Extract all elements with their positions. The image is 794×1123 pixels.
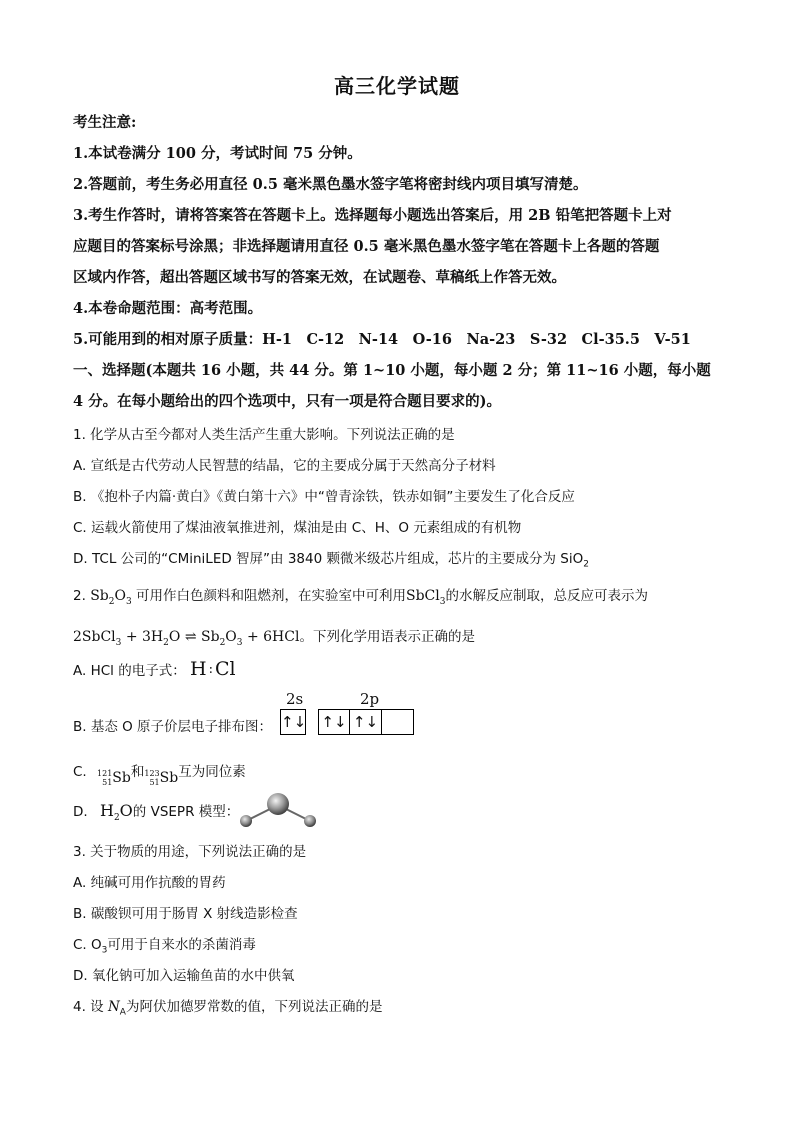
section-heading: 一、选择题(本题共 16 小题，共 44 分。第 1~10 小题，每小题 2 分；第 11~16 小题，每小题 bbox=[73, 362, 711, 379]
q4-stem-text: 为阿伏加德罗常数的值，下列说法正确的是 bbox=[125, 999, 383, 1015]
orbital-label-2p: 2p bbox=[360, 690, 380, 708]
h2o-formula: $H_2O$ bbox=[99, 801, 133, 824]
electron-dots-icon: : bbox=[208, 662, 213, 677]
o-atom bbox=[267, 793, 289, 815]
q2-option-c-and: 和 bbox=[130, 764, 145, 780]
q4-avogadro-sub: A bbox=[119, 1007, 126, 1018]
q2-equation-formula: 2SbCl$_3$ + $3H_2O$ ⇌ $Sb_2O_3 + 6HCl$ bbox=[73, 629, 300, 648]
q2-option-d bbox=[73, 800, 239, 823]
q2-stem-text-2: 的水解反应制取，总反应可表示为 bbox=[445, 588, 648, 604]
q3-stem: 3. 关于物质的用途，下列说法正确的是 bbox=[73, 844, 307, 860]
q2-formula-sbcl3: SbCl$_3$ bbox=[406, 588, 446, 607]
q2-option-c bbox=[73, 760, 246, 787]
q3-option-b: B. 碳酸钡可用于肠胃 X 射线造影检查 bbox=[73, 906, 298, 922]
orbital-diagram-2p bbox=[318, 709, 414, 735]
q2-option-a bbox=[73, 658, 236, 680]
q2-option-c-label: C. bbox=[73, 764, 87, 780]
orbital-box-2s: ↑↓ bbox=[280, 709, 306, 735]
notice-item-2: 2.答题前，考生务必用直径 0.5 毫米黑色墨水签字笔将密封线内项目填写清楚。 bbox=[73, 176, 588, 193]
orbital-diagram-2s bbox=[280, 709, 306, 735]
notice-header: 考生注意: bbox=[73, 114, 137, 131]
q2-formula-sb2o3: $Sb_2O_3$ bbox=[90, 588, 132, 607]
h-atom-right bbox=[304, 815, 316, 827]
q2-option-d-label: D. bbox=[73, 804, 88, 820]
hcl-electron-formula: H : Cl bbox=[190, 658, 236, 680]
orbital-box-2p-1: ↑↓ bbox=[318, 709, 350, 735]
q4-stem-prefix: 4. 设 bbox=[73, 999, 108, 1015]
q1-option-d bbox=[73, 547, 589, 570]
q4-stem bbox=[73, 995, 382, 1018]
q1-option-d-text: D. TCL 公司的“CMiniLED 智屏”由 3840 颗微米级芯片组成，芯片的主要成分为 SiO bbox=[73, 551, 584, 567]
q1-option-a: A. 宣纸是古代劳动人民智慧的结晶，它的主要成分属于天然高分子材料 bbox=[73, 458, 496, 474]
reversible-arrow-icon: ⇌ bbox=[184, 629, 197, 645]
q3-option-c-sub: 3 bbox=[101, 945, 108, 956]
q3-option-c-formula: C. O bbox=[73, 937, 102, 953]
section-heading-cont: 4 分。在每小题给出的四个选项中，只有一项是符合题目要求的)。 bbox=[73, 393, 501, 410]
q1-option-b: B. 《抱朴子内篇·黄白》《黄白第十六》中“曾青涂铁，铁赤如铜”主要发生了化合反应 bbox=[73, 489, 575, 505]
page-title: 高三化学试题 bbox=[334, 74, 460, 98]
q2-stem bbox=[73, 584, 648, 607]
notice-item-3: 3.考生作答时，请将答案答在答题卡上。选择题每小题选出答案后，用 2B 铅笔把答题卡上对 bbox=[73, 207, 672, 224]
orbital-label-2s: 2s bbox=[286, 690, 304, 708]
notice-item-5: 5.可能用到的相对原子质量：H-1 C-12 N-14 O-16 Na-23 S-32 Cl-35.5 V-51 bbox=[73, 331, 691, 348]
q2-option-a-text: A. HCl 的电子式： bbox=[73, 663, 186, 679]
isotope-sb-121: 121 51 Sb bbox=[97, 769, 131, 787]
isotope-sb-123: 123 51 Sb bbox=[144, 769, 179, 787]
q2-stem-text: 可用作白色颜料和阻燃剂，在实验室中可利用 bbox=[131, 588, 406, 604]
q2-option-d-text: 的 VSEPR 模型： bbox=[132, 804, 240, 820]
q2-equation bbox=[73, 625, 475, 648]
q1-option-c: C. 运载火箭使用了煤油液氧推进剂，煤油是由 C、H、O 元素组成的有机物 bbox=[73, 520, 522, 536]
h-atom-left bbox=[240, 815, 252, 827]
q2-option-b-text: B. 基态 O 原子价层电子排布图： bbox=[73, 719, 273, 735]
q2-number: 2. bbox=[73, 588, 86, 604]
notice-item-1: 1.本试卷满分 100 分，考试时间 75 分钟。 bbox=[73, 145, 362, 162]
q1-option-d-sub: 2 bbox=[583, 559, 589, 570]
notice-item-3-cont2: 区域内作答，超出答题区域书写的答案无效，在试题卷、草稿纸上作答无效。 bbox=[73, 269, 566, 286]
q3-option-c bbox=[73, 933, 256, 956]
notice-item-3-cont: 应题目的答案标号涂黑；非选择题请用直径 0.5 毫米黑色墨水签字笔在答题卡上各题的答题 bbox=[73, 238, 660, 255]
q3-option-a: A. 纯碱可用作抗酸的胃药 bbox=[73, 875, 226, 891]
q2-option-b bbox=[73, 715, 272, 735]
q3-option-c-text: 可用于自来水的杀菌消毒 bbox=[107, 937, 256, 953]
notice-item-4: 4.本卷命题范围：高考范围。 bbox=[73, 300, 263, 317]
orbital-box-2p-3 bbox=[382, 709, 414, 735]
q2-equation-tail: 。下列化学用语表示正确的是 bbox=[299, 629, 475, 645]
orbital-box-2p-2: ↑↓ bbox=[350, 709, 382, 735]
q4-avogadro-symbol: N bbox=[107, 999, 120, 1015]
h2o-vsepr-model-icon bbox=[236, 790, 320, 830]
q3-option-d: D. 氧化钠可加入运输鱼苗的水中供氧 bbox=[73, 968, 295, 984]
q2-option-c-text: 互为同位素 bbox=[178, 764, 246, 780]
q1-stem: 1. 化学从古至今都对人类生活产生重大影响。下列说法正确的是 bbox=[73, 427, 455, 443]
